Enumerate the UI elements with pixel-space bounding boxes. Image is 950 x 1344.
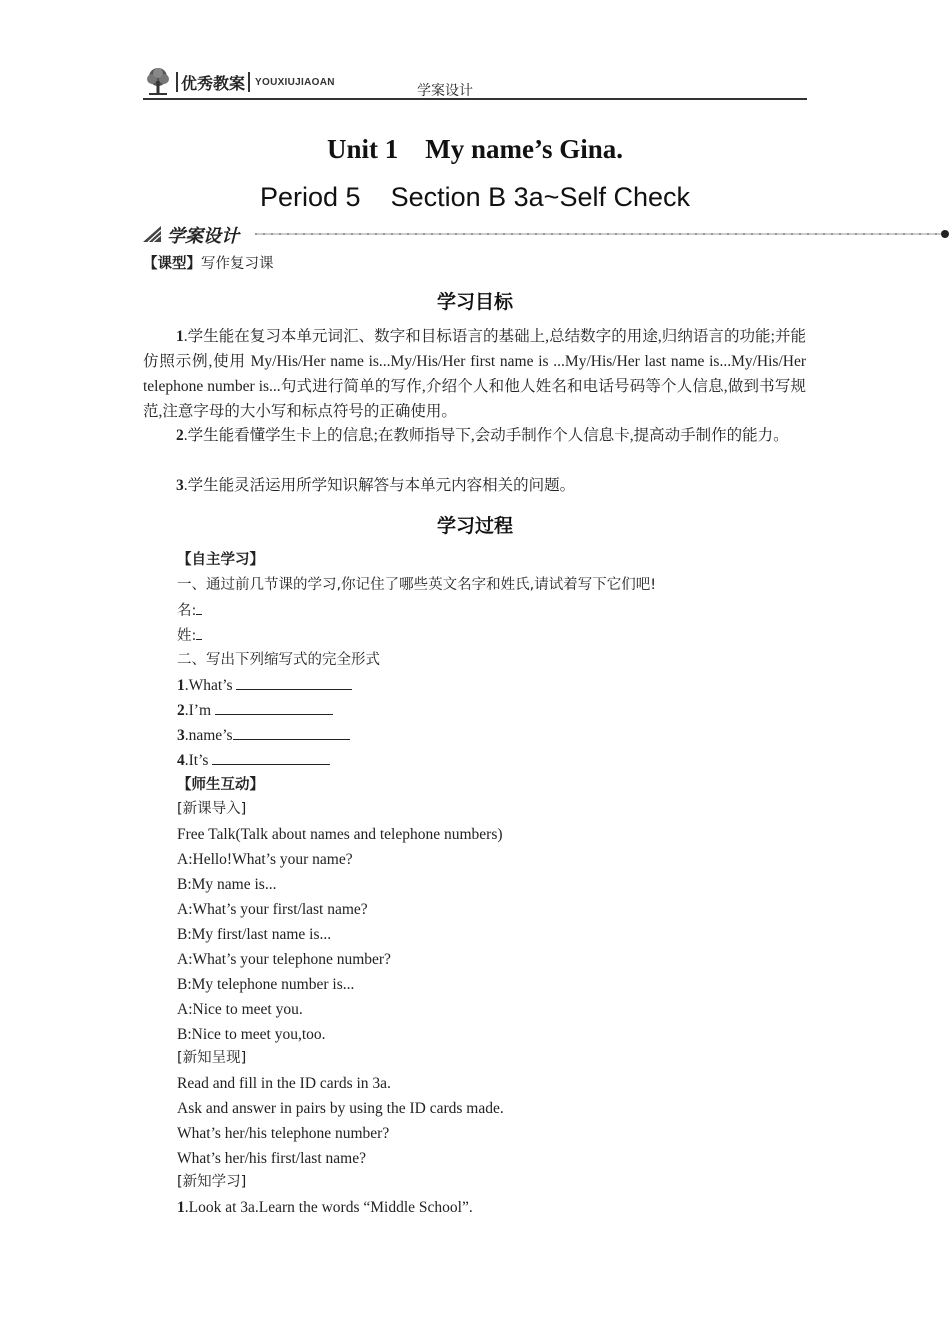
present-line: Ask and answer in pairs by using the ID cards made. (177, 1100, 504, 1117)
brand-name-cn: 优秀教案 (181, 73, 246, 93)
objective-2: 2.学生能看懂学生卡上的信息;在教师指导下,会动手制作个人信息卡,提高动手制作的能力。 (176, 427, 789, 444)
learn-item-1: 1.Look at 3a.Learn the words “Middle School”. (177, 1199, 473, 1216)
lead-in-label: [新课导入] (177, 801, 247, 817)
dialogue-line: B:My first/last name is... (177, 926, 332, 943)
self-study-tag: 【自主学习】 (177, 552, 264, 568)
contraction-item-1: 1.What’s (177, 673, 352, 698)
objectives-heading: 学习目标 (436, 291, 513, 313)
last-name-row: 姓: (177, 623, 202, 649)
last-name-blank[interactable] (196, 623, 202, 640)
dialogue-line: B:Nice to meet you,too. (177, 1026, 326, 1043)
banner-title: 学案设计 (167, 226, 239, 247)
tree-icon (143, 67, 173, 97)
banner-wedge-icon (143, 226, 161, 242)
self-study-question-1: 一、通过前几节课的学习,你记住了哪些英文名字和姓氏,请试着写下它们吧! (177, 577, 657, 593)
objective-1: 1.学生能在复习本单元词汇、数字和目标语言的基础上,总结数字的用途,归纳语言的功能;并能仿照示例,使用 My/His/Her name is...My/His/Her first name is ...My/His/Her last name is...My/His/Her telephone number is...句式进行简单的写作,介绍个人和他人姓名和电话号码等个人信息,做到书写规范,注意字母的大小写和标点符号的正确使用。 (143, 328, 806, 420)
course-type-tag: 【课型】 (143, 256, 201, 272)
answer-blank[interactable] (215, 698, 333, 715)
header-rule (143, 98, 807, 100)
first-name-row: 名: (177, 598, 202, 624)
process-heading: 学习过程 (436, 515, 513, 537)
dialogue-line: A:What’s your telephone number? (177, 951, 391, 968)
contraction-item-2: 2.I’m (177, 698, 333, 723)
header-label: 学案设计 (417, 83, 473, 99)
dotted-divider (255, 227, 950, 241)
course-type-value: 写作复习课 (201, 256, 274, 272)
dialogue-line: B:My name is... (177, 876, 277, 893)
brand-divider (248, 72, 250, 92)
present-line: Read and fill in the ID cards in 3a. (177, 1075, 391, 1092)
dialogue-line: A:Nice to meet you. (177, 1001, 303, 1018)
answer-blank[interactable] (233, 723, 350, 740)
course-type (143, 251, 274, 277)
learn-label: [新知学习] (177, 1174, 247, 1190)
present-line: What’s her/his first/last name? (177, 1150, 366, 1167)
interaction-tag: 【师生互动】 (177, 777, 264, 793)
self-study-question-2: 二、写出下列缩写式的完全形式 (177, 652, 380, 668)
brand-logo (143, 66, 335, 98)
present-label: [新知呈现] (177, 1050, 247, 1066)
answer-blank[interactable] (212, 748, 330, 765)
brand-name-en: YOUXIUJIAOAN (255, 76, 335, 88)
first-name-blank[interactable] (196, 598, 202, 615)
period-title: Period 5 Section B 3a~Self Check (260, 182, 690, 212)
page-header (143, 66, 807, 100)
brand-divider (176, 72, 178, 92)
present-line: What’s her/his telephone number? (177, 1125, 390, 1142)
unit-title: Unit 1 My name’s Gina. (327, 134, 623, 164)
answer-blank[interactable] (236, 673, 352, 690)
section-banner (143, 222, 950, 246)
dialogue-line: B:My telephone number is... (177, 976, 355, 993)
dialogue-line: A:Hello!What’s your name? (177, 851, 353, 868)
contraction-item-4: 4.It’s (177, 748, 330, 773)
dialogue-line: A:What’s your first/last name? (177, 901, 368, 918)
objective-3: 3.学生能灵活运用所学知识解答与本单元内容相关的问题。 (176, 477, 576, 494)
free-talk: Free Talk(Talk about names and telephone numbers) (177, 826, 503, 843)
contraction-item-3: 3.name’s (177, 723, 350, 748)
